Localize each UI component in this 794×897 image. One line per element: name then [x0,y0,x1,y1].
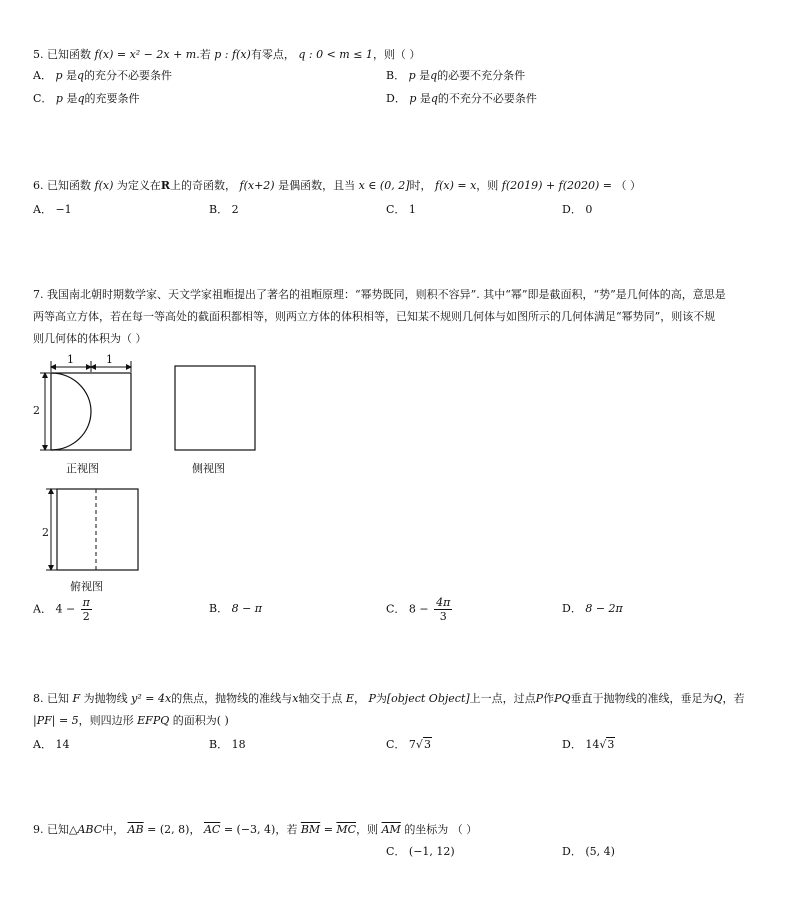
q6-text: 时， [409,179,432,192]
q8-text: 垂直于抛物线的准线，垂足为 [570,692,714,705]
question-8-stem [33,688,763,710]
question-9-stem [33,819,763,841]
q8-text: ，则四边形 [78,714,134,727]
q8-text: ，若 [722,692,745,705]
q6-text: （ ） [615,179,642,192]
q5-proposition-p: p : f(x) [214,48,251,61]
question-9 [33,819,763,841]
fraction [434,596,452,623]
option-letter: C． [386,738,406,751]
option-letter: D． [562,738,582,751]
option-text: 的不充分不必要条件 [437,92,537,105]
option-text: 是 [66,92,78,105]
fraction-denominator: 2 [82,610,90,623]
dim-label-2-front: 2 [33,404,40,417]
option-radicand: 3 [423,738,431,751]
option-letter: B． [386,69,406,82]
option-value: 0 [585,203,593,216]
option-value: 8 − π [231,602,263,615]
q8-option-c[interactable]: C． 7√3 [386,738,431,751]
option-text: 的必要不充分条件 [437,69,526,82]
option-letter: C． [33,92,53,105]
option-text: 的充要条件 [84,92,140,105]
q7-stem-line: 则几何体的体积为（ ） [33,332,147,345]
q6-math: f(2019) + f(2020) = [501,179,613,192]
option-coefficient: 7 [408,738,416,751]
dim-label-1b: 1 [106,353,113,366]
option-var-p: p [408,69,416,82]
option-radicand: 3 [607,738,615,751]
q7-stem-line: 两等高立方体，若在每一等高处的截面积都相等，则两立方体的体积相等，已知某不规则几何体与如图所示的几何体满足“幂势同”，则该不规 [33,310,716,323]
option-var-q: q [430,92,438,105]
option-letter: D． [562,602,582,615]
q5-option-d[interactable] [386,90,537,106]
q7-option-a[interactable] [33,596,94,623]
q8-math: |PF| = 5 [33,714,79,727]
option-value: (−1, 12) [408,845,455,858]
option-text: 是 [66,69,77,82]
option-var-p: p [409,92,417,105]
fraction-denominator: 3 [439,610,447,623]
semicircle-cut [51,373,91,450]
q8-math: EFPQ [137,714,170,727]
option-text: 是 [419,69,431,82]
q8-text: 作 [543,692,555,705]
q8-option-b[interactable] [209,736,246,752]
question-8 [33,688,763,732]
q5-text: .若 [196,48,211,61]
q8-math: E [345,692,354,705]
q6-real-set: R [160,179,171,192]
q6-text: 上的奇函数， [170,179,237,192]
fraction-numerator: π [82,596,90,609]
q7-stem-line: 7. 我国南北朝时期数学家、天文学家祖暅提出了著名的祖暅原理：“幂势既同，则积不容异”. 其中“幂”即是截面积，“势”是几何体的高，意思是 [33,288,726,301]
q8-text: 8. 已知 [33,692,69,705]
q8-math: y² = 4x [131,692,172,705]
option-letter: B． [209,203,229,216]
q9-text: 中， [102,823,125,836]
option-value: 1 [408,203,416,216]
q9-math: △ABC [69,823,103,836]
q9-option-d[interactable] [562,843,615,859]
option-letter: D． [562,845,582,858]
q9-vector: $\overline{AM}$ [381,823,401,836]
q9-text: ，则 [356,823,379,836]
q8-math: x [292,692,299,705]
option-letter: B． [209,738,229,751]
option-value: 8 − 2π [585,602,623,615]
side-view-label: 侧视图 [192,462,225,475]
q8-text: 的焦点，抛物线的准线与 [171,692,293,705]
q9-option-c[interactable] [386,843,455,859]
option-text: 是 [419,92,431,105]
q5-text: ，则（ ） [372,48,421,61]
q8-math: F [72,692,81,705]
q9-text: ，若 [275,823,298,836]
q5-text: 5. 已知函数 [33,48,91,61]
front-view [40,361,131,450]
q7-option-d[interactable] [562,600,623,616]
option-var-p: p [55,69,63,82]
option-letter: D． [386,92,406,105]
three-view-figure [0,0,300,600]
q8-math: P [535,692,544,705]
q6-option-d[interactable] [562,201,592,217]
q6-text: ，则 [476,179,499,192]
q9-text: 的坐标为 （ ） [404,823,478,836]
option-letter: A． [33,69,52,82]
fraction-numerator: 4π [436,596,451,609]
q6-text: 为定义在 [116,179,161,192]
q5-proposition-q: q : 0 < m ≤ 1 [298,48,373,61]
option-letter: A． [33,203,52,216]
q6-math: f(x) = x [435,179,477,192]
q9-vector: $\overline{BM}$ [300,823,321,836]
q6-math: f(x) [94,179,114,192]
q8-option-d[interactable]: D． 14√3 [562,738,615,751]
option-coefficient: 14 [585,738,600,751]
q9-vector: $\overline{AC}$ [203,823,221,836]
q9-math: = (2, 8) [147,823,190,836]
q6-option-c[interactable] [386,201,416,217]
option-value: 14 [55,738,70,751]
option-letter: C． [386,602,406,616]
fraction [81,596,92,623]
q5-option-b[interactable] [386,67,525,83]
q5-text: 有零点， [250,48,295,61]
q9-vector: $\overline{MC}$ [336,823,357,836]
q8-math: [object Object] [386,692,470,705]
q9-text: ， [189,823,201,836]
q8-text: 为 [375,692,387,705]
option-value: 2 [231,203,239,216]
option-value: (5, 4) [585,845,615,858]
option-letter: A． [33,602,52,616]
q8-math: PQ [554,692,571,705]
q6-math: x ∈ (0, 2] [358,179,410,192]
option-letter: B． [209,602,229,615]
option-text: 的充分不必要条件 [84,69,173,82]
option-letter: C． [386,845,406,858]
dim-label-2-top: 2 [42,526,49,539]
q8-text: 轴交于点 [298,692,343,705]
option-letter: A． [33,738,52,751]
question-8-stem-line2 [33,710,763,732]
option-value: −1 [55,203,72,216]
option-var-q: q [77,69,85,82]
option-value: 18 [231,738,246,751]
option-var-q: q [77,92,85,105]
option-value: 4 − [55,602,76,616]
q7-option-c[interactable] [386,596,454,623]
q9-text: 9. 已知 [33,823,69,836]
q8-text: ， [353,692,365,705]
q8-text: 上一点，过点 [469,692,536,705]
top-view [46,489,138,570]
q8-text: 的面积为( ) [172,714,229,727]
q9-math: = (−3, 4) [223,823,276,836]
option-var-q: q [430,69,438,82]
q6-text: 是偶函数，且当 [278,179,356,192]
top-view-label: 俯视图 [70,580,103,593]
q9-vector: $\overline{AB}$ [127,823,144,836]
q9-math: = [323,823,333,836]
q8-math: Q [713,692,723,705]
q7-option-b[interactable] [209,600,262,616]
q8-math: P [368,692,376,705]
q8-text: 为抛物线 [83,692,128,705]
q5-function: f(x) = x² − 2x + m [94,48,197,61]
dim-label-1a: 1 [67,353,74,366]
q8-option-a[interactable] [33,736,69,752]
side-view [175,366,255,450]
option-value: 8 − [408,602,429,616]
front-view-label: 正视图 [66,462,99,475]
option-letter: C． [386,203,406,216]
q6-math: f(x+2) [239,179,275,192]
q6-text: 6. 已知函数 [33,179,91,192]
option-var-p: p [55,92,63,105]
option-letter: D． [562,203,582,216]
